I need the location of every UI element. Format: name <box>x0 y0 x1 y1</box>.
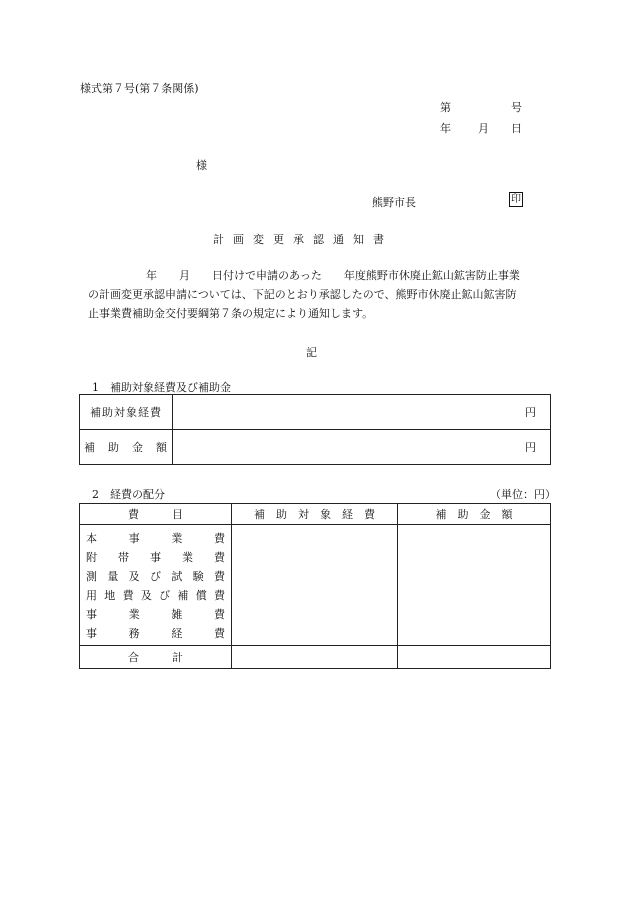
row-label: 補助対象経費 <box>80 395 173 430</box>
expense-item <box>86 567 225 586</box>
document-title: 計画変更承認通知書 <box>213 233 393 246</box>
expense-item-char: 用 <box>86 589 97 602</box>
expense-item-char: 雑 <box>171 608 183 621</box>
expense-item-char: 費 <box>213 532 225 545</box>
table-row <box>80 395 551 430</box>
expense-item-char: 経 <box>171 627 183 640</box>
expense-item-char: 帯 <box>118 551 129 564</box>
expense-item-char: 費 <box>214 551 225 564</box>
expense-item-char: 地 <box>104 589 116 602</box>
expense-item-char: 費 <box>213 570 225 583</box>
expense-item-char: 費 <box>213 589 225 602</box>
expense-item-char: 測 <box>86 570 97 583</box>
expense-item-char: 補 <box>177 589 189 602</box>
expense-allocation-table <box>79 503 551 669</box>
expense-item-char: 費 <box>213 627 225 640</box>
body-paragraph <box>88 266 558 323</box>
number-prefix: 第 <box>440 101 451 114</box>
amount-cell: 円 <box>173 430 551 465</box>
eligible-cost-cell <box>232 525 398 646</box>
expense-item-char: び <box>159 589 171 602</box>
date-year: 年 <box>440 122 451 135</box>
total-row <box>80 646 551 669</box>
total-eligible-cost <box>232 646 398 669</box>
issuer-name: 熊野市長 <box>372 196 416 209</box>
expense-item <box>86 605 225 624</box>
expense-item-char: 償 <box>195 589 207 602</box>
header-subsidy: 補 助 金 額 <box>398 504 551 525</box>
expense-item-char: 事 <box>150 551 161 564</box>
expense-item-char: 及 <box>128 570 140 583</box>
total-subsidy <box>398 646 551 669</box>
expense-item-char: 試 <box>171 570 183 583</box>
unit-note: （単位：円） <box>490 488 556 501</box>
expense-item <box>86 548 225 567</box>
expense-item-char: 業 <box>182 551 193 564</box>
expense-item-char: 験 <box>192 570 204 583</box>
total-label: 合 計 <box>80 646 232 669</box>
expense-item <box>86 586 225 605</box>
expense-item-char: 業 <box>128 608 140 621</box>
header-item: 費 目 <box>80 504 232 525</box>
expense-item-char: 費 <box>122 589 134 602</box>
expense-item <box>86 624 225 643</box>
subsidy-cell <box>398 525 551 646</box>
expense-item-char: 事 <box>128 532 140 545</box>
section-2-heading: 2 経費の配分 <box>92 488 165 501</box>
expense-item-char: 事 <box>86 627 97 640</box>
date-month: 月 <box>478 122 489 135</box>
expense-item-char: 本 <box>86 532 97 545</box>
expense-item-char: 附 <box>86 551 97 564</box>
number-suffix: 号 <box>511 101 522 114</box>
body-line-3: 止事業費補助金交付要綱第７条の規定により通知します。 <box>88 307 374 320</box>
form-number: 様式第７号(第７条関係) <box>80 82 199 95</box>
date-day: 日 <box>511 122 522 135</box>
expense-item-char: 務 <box>128 627 140 640</box>
table-row <box>80 430 551 465</box>
amount-cell: 円 <box>173 395 551 430</box>
expense-item <box>86 529 225 548</box>
subsidy-amount-table <box>79 394 551 465</box>
expense-item-char: 事 <box>86 608 97 621</box>
header-eligible-cost: 補 助 対 象 経 費 <box>232 504 398 525</box>
seal-mark: 印 <box>511 194 521 205</box>
row-label: 補 助 金 額 <box>80 430 173 465</box>
expense-item-char: 量 <box>107 570 119 583</box>
body-line-2: の計画変更承認申請については、下記のとおり承認したので、熊野市休廃止鉱山鉱害防 <box>88 288 517 301</box>
expense-item-char: 費 <box>213 608 225 621</box>
addressee-suffix: 様 <box>196 159 207 172</box>
expense-item-char: び <box>149 570 161 583</box>
table-row <box>80 525 551 646</box>
section-1-heading: 1 補助対象経費及び補助金 <box>92 381 231 394</box>
expense-items-cell <box>80 525 232 646</box>
expense-item-char: 業 <box>171 532 183 545</box>
table-header-row <box>80 504 551 525</box>
body-line-1: 年 月 日付けで申請のあった 年度熊野市休廃止鉱山鉱害防止事業 <box>146 269 520 282</box>
expense-item-char: 及 <box>140 589 152 602</box>
ki-heading: 記 <box>306 346 317 359</box>
